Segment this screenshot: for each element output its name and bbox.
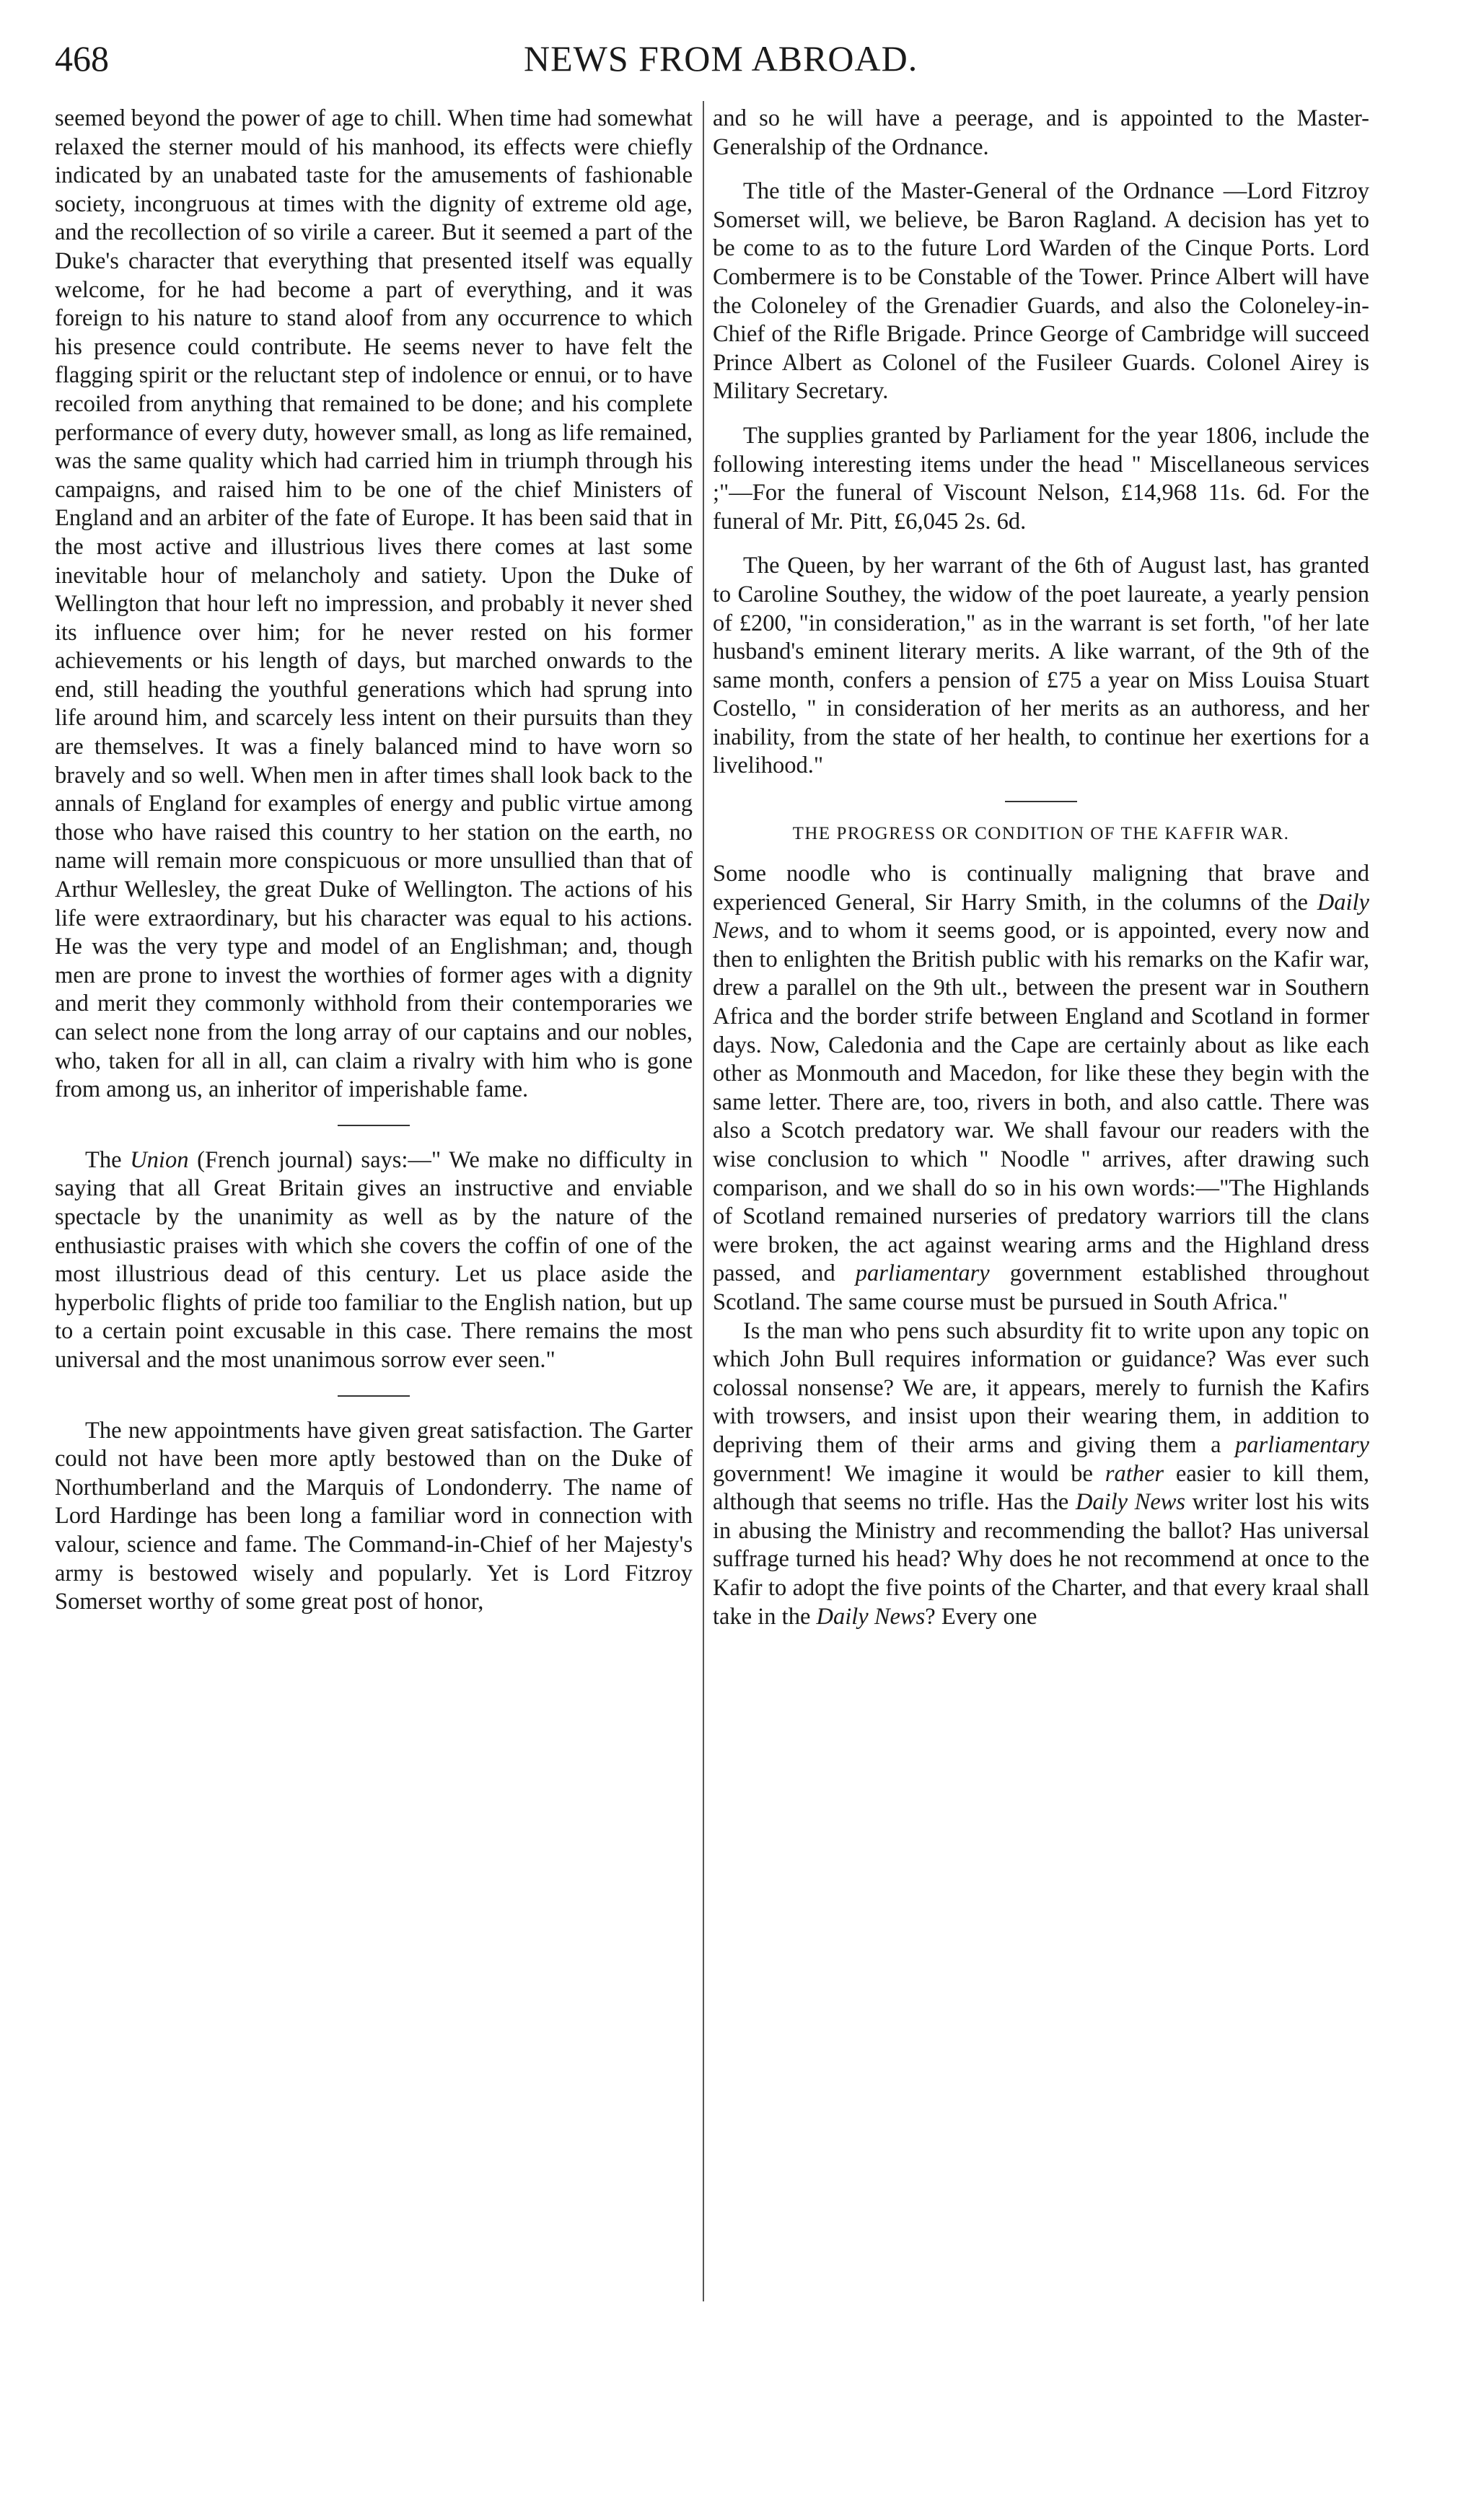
text-run: government established throughout Scotland. The same course must be pursued in South Africa." <box>713 1260 1369 1315</box>
running-title: NEWS FROM ABROAD. <box>524 38 918 79</box>
text-run: easier to kill them, although that seems no trifle. Has the <box>713 1460 1369 1516</box>
left-column <box>55 105 693 1617</box>
italic-word: rather <box>1105 1460 1164 1487</box>
running-head <box>55 38 1484 84</box>
paragraph-gap <box>713 406 1369 422</box>
italic-newspaper-name: Daily News <box>816 1603 926 1630</box>
section-separator <box>338 1395 410 1397</box>
italic-word: parliamentary <box>855 1260 990 1287</box>
column-divider <box>703 101 704 2301</box>
text-run: writer lost his wits in abusing the Ministry and recommending the ballot? Has universal suffrage turned his head? Why does he not recommend at once to the Kafir to adopt the five points of the Charter, and that every kraal shall take in the <box>713 1489 1369 1630</box>
paragraph-absurdity <box>713 1317 1369 1632</box>
text-run: government! We imagine it would be <box>713 1460 1105 1487</box>
text-run: (French journal) says:—" We make no difficulty in saying that all Great Britain gives an instructive and enviable spectacle by the unanimity as well as by the nature of the enthusiastic praises with which she covers the coffin of one of the most illustrious dead of this century. Let us place aside the hyperbolic flights of pride too familiar to the English nation, but up to a certain point excusable in this case. There remains the most universal and the most unanimous sorrow ever seen." <box>55 1146 693 1373</box>
text-run: The <box>85 1146 131 1173</box>
paragraph-gap <box>713 536 1369 552</box>
paragraph-supplies: The supplies granted by Parliament for the year 1806, include the following interesting items under the head " Miscellaneous services ;"—For the funeral of Viscount Nelson, £14,968 11s. 6d. For the funeral of Mr. Pitt, £6,045 2s. 6d. <box>713 422 1369 535</box>
paragraph-noodle <box>713 860 1369 1317</box>
paragraph-gap <box>713 162 1369 177</box>
text-run: Is the man who pens such absurdity fit to write upon any topic on which John Bull requires information or guidance? Was ever such colossal nonsense? We are, it appears, merely to furnish the Kafirs with trowsers, and insist upon their wearing them, in addition to depriving them of their arms and giving them a <box>713 1317 1369 1458</box>
section-separator <box>1005 801 1077 802</box>
italic-journal-name: Union <box>130 1146 189 1173</box>
text-run: ? Every one <box>925 1603 1037 1630</box>
paragraph-peerage-continuation: and so he will have a peerage, and is appointed to the Master-Generalship of the Ordnance. <box>713 105 1369 160</box>
paragraph-master-general: The title of the Master-General of the Ordnance —Lord Fitzroy Somerset will, we believe, be Baron Ragland. A decision has yet to be come to as to the future Lord Warden of the Cinque Ports. Lord Combermere is to be Constable of the Tower. Prince Albert will have the Coloneley of the Grenadier Guards, and also the Coloneley-in-Chief of the Rifle Brigade. Prince George of Cambridge will succeed Prince Albert as Colonel of the Fusileer Guards. Colonel Airey is Military Secretary. <box>713 178 1369 405</box>
paragraph-union-quote <box>55 1146 693 1375</box>
section-separator <box>338 1125 410 1126</box>
italic-word: parliamentary <box>1235 1431 1369 1458</box>
italic-newspaper-name: Daily News <box>1075 1489 1186 1516</box>
right-column <box>713 105 1369 1631</box>
paragraph-queen-warrant: The Queen, by her warrant of the 6th of August last, has granted to Caroline Southey, the widow of the poet laureate, a yearly pension of £200, "in consideration," as in the warrant is set forth, "of her late husband's eminent literary merits. A like warrant, of the 9th of the same month, confers a pension of £75 a year on Miss Louisa Stuart Costello, " in consideration of her merits as an authoress, and her inability, from the state of her health, to continue her exertions for a livelihood." <box>713 553 1369 779</box>
paragraph-new-appointments: The new appointments have given great satisfaction. The Garter could not have been more aptly bestowed than on the Duke of Northumberland and the Marquis of Londonderry. The name of Lord Hardinge has been long a familiar word in connection with valour, science and fame. The Command-in-Chief of her Majesty's army is bestowed wisely and popularly. Yet is Lord Fitzroy Somerset worthy of some great post of honor, <box>55 1417 693 1615</box>
page-number: 468 <box>55 38 109 79</box>
paragraph-wellington-tribute: seemed beyond the power of age to chill. When time had somewhat relaxed the sterner mould of his manhood, its effects were chiefly indicated by an unabated taste for the amusements of fashionable society, incongruous at times with the dignity of extreme old age, and the recollection of so virile a career. But it seemed a part of the Duke's character that everything that presented itself was equally welcome, for he had become a part of everything, and it was foreign to his nature to stand aloof from any occurrence to which his presence could contribute. He seems never to have felt the flagging spirit or the reluctant step of indolence or ennui, or to have recoiled from anything that remained to be done; and his complete performance of every duty, however small, as long as life remained, was the same quality which had carried him in triumph through his campaigns, and raised him to be one of the chief Ministers of England and an arbiter of the fate of Europe. It has been said that in the most active and illustrious lives there comes at last some inevitable hour of melancholy and satiety. Upon the Duke of Wellington that hour left no impression, and probably it never shed its influence over him; for he never rested on his former achievements or his length of days, but marched onwards to the end, still heading the youthful generations which had sprung into life around him, and scarcely less intent on their pursuits than they are themselves. It was a finely balanced mind to have worn so bravely and so well. When men in after times shall look back to the annals of England for examples of energy and public virtue among those who have raised this country to her station on the earth, no name will remain more conspicuous or more unsullied than that of Arthur Wellesley, the great Duke of Wellington. The actions of his life were extraordinary, but his character was equal to his actions. He was the very type and model of an Englishman; and, though men are prone to invest the worthies of former ages with a dignity and merit they commonly withhold from their contemporaries we can select none from the long array of our captains and our nobles, who, taken for all in all, can claim a rivalry with him who is gone from among us, an inheritor of imperishable fame. <box>55 105 693 1103</box>
text-run: Some noodle who is continually maligning that brave and experienced General, Sir Harry Smith, in the columns of the <box>713 861 1369 916</box>
section-heading-kaffir-war: THE PROGRESS OR CONDITION OF THE KAFFIR WAR. <box>792 824 1290 844</box>
italic-newspaper-name: Daily News <box>713 889 1369 944</box>
text-run: , and to whom it seems good, or is appointed, every now and then to enlighten the British public with his remarks on the Kafir war, drew a parallel on the 9th ult., between the present war in Southern Africa and the border strife between England and Scotland in former days. Now, Caledonia and the Cape are certainly about as like each other as Monmouth and Macedon, for like these they begin with the same letter. There are, too, rivers in both, and also cattle. There was also a Scotch predatory war. We shall favour our readers with the wise conclusion to which " Noodle " arrives, after drawing such comparison, and we shall do so in his own words:—"The Highlands of Scotland remained nurseries of predatory warriors till the clans were broken, the act against wearing arms and the Highland dress passed, and <box>713 918 1369 1287</box>
